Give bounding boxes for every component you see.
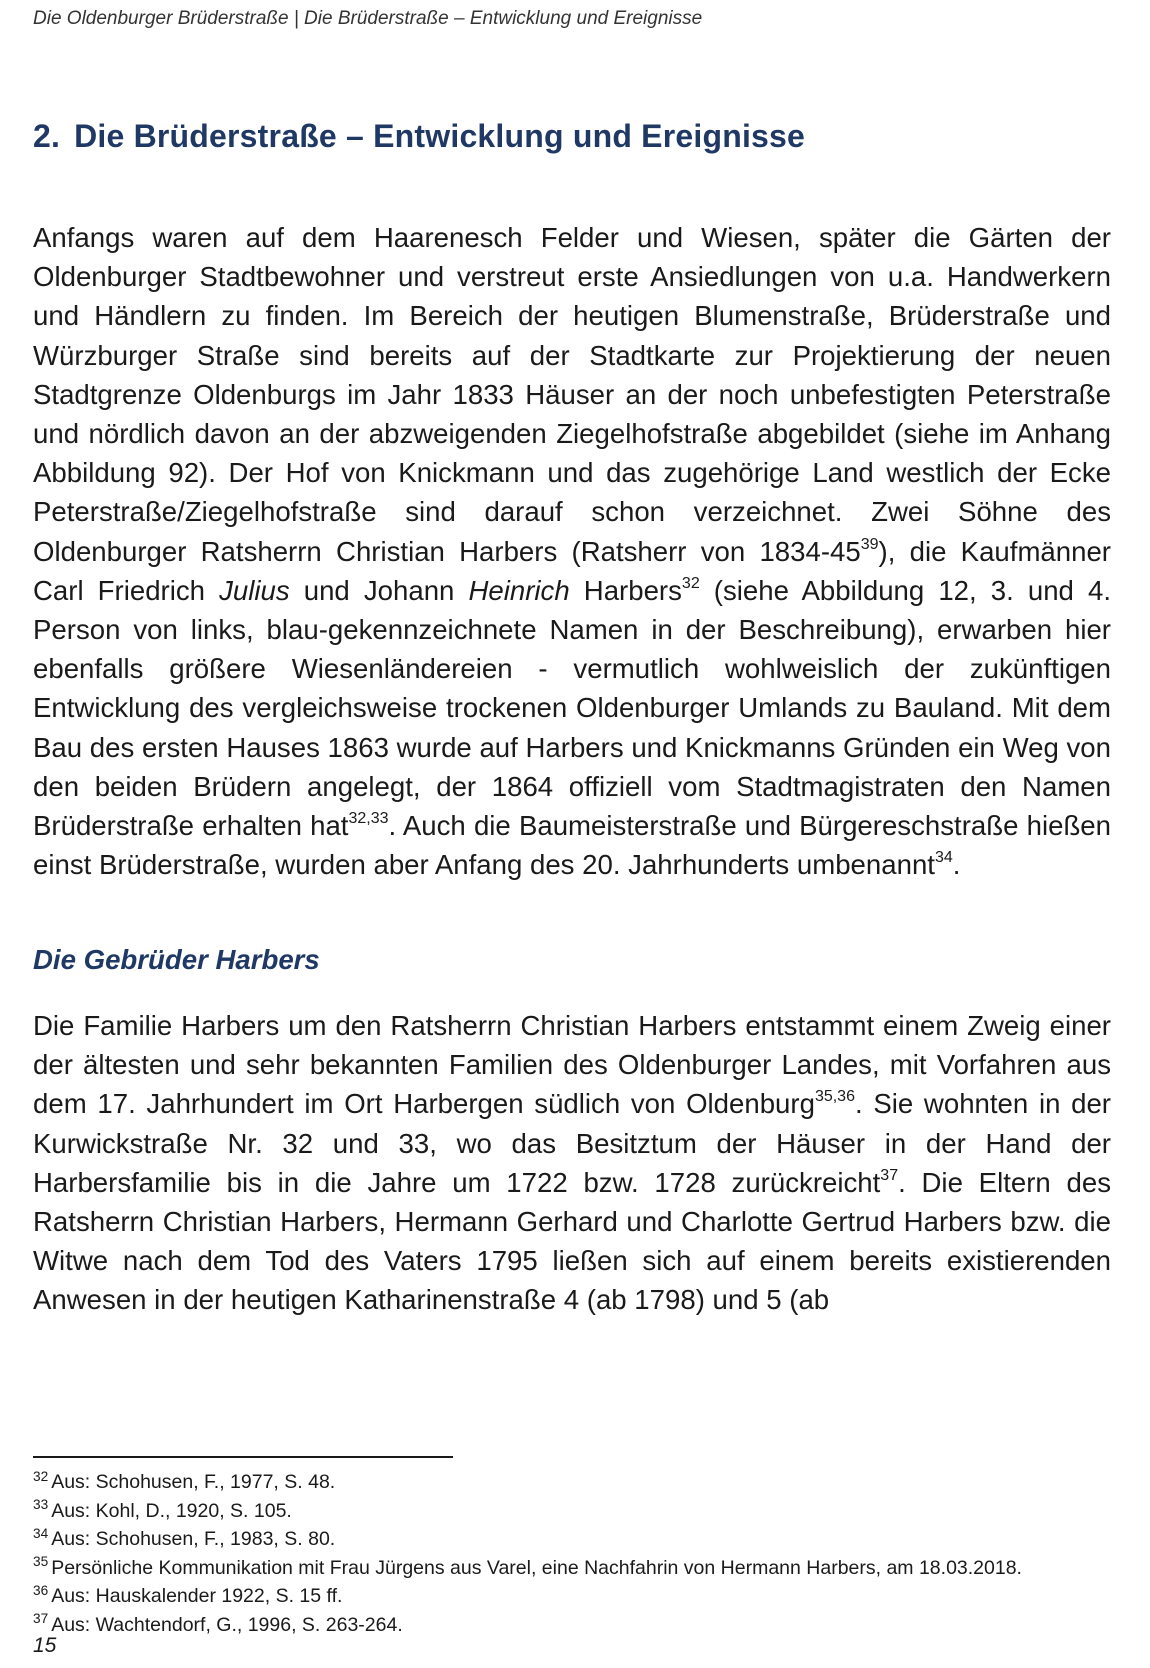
text-run: Harbers: [569, 574, 682, 606]
chapter-title-text: Die Brüderstraße – Entwicklung und Ereignisse: [74, 118, 806, 154]
footnote-number: 33: [33, 1497, 49, 1513]
footnote-item: [33, 1525, 1022, 1554]
footnote-item: [33, 1497, 1022, 1526]
chapter-number: 2.: [33, 118, 61, 154]
text-run: und Johann: [289, 574, 469, 606]
footnote-number: 37: [33, 1611, 49, 1627]
footnote-divider: [33, 1456, 453, 1458]
footnote-text: Aus: Hauskalender 1922, S. 15 ff.: [51, 1585, 343, 1608]
footnote-number: 32: [33, 1468, 49, 1484]
footnote-text: Persönliche Kommunikation mit Frau Jürgens aus Varel, eine Nachfahrin von Hermann Harbers, am 18.03.2018.: [51, 1556, 1022, 1579]
footnote-ref: 32,33: [348, 810, 389, 828]
text-run: . Sie wohnten in der Kurwickstraße Nr. 32 und 33, wo das Besitztum der Häuser in der Hand der Harbersfamilie bis in die Jahre um 1722 bzw. 1728 zurückreicht: [33, 1088, 1111, 1198]
footnote-ref: 35,36: [814, 1088, 855, 1106]
text-run: .: [952, 849, 961, 881]
footnote-text: Aus: Wachtendorf, G., 1996, S. 263-264.: [51, 1613, 403, 1636]
footnote-item: [33, 1611, 1022, 1640]
text-run: Anfangs waren auf dem Haarenesch Felder und Wiesen, später die Gärten der Oldenburger Stadtbewohner und verstreut erste Ansiedlungen von u.a. Handwerkern und Händlern zu finden. Im Bereich der heutigen Blumenstraße, Brüderstraße und Würzburger Straße sind bereits auf der Stadtkarte zur Projektierung der neuen Stadtgrenze Oldenburgs im Jahr 1833 Häuser an der noch unbefestigten Peterstraße und nördlich davon an der abzweigenden Ziegelhofstraße abgebildet (siehe im Anhang Abbildung 92). Der Hof von Knickmann und das zugehörige Land westlich der Ecke Peterstraße/Ziegelhofstraße sind darauf schon verzeichnet. Zwei Söhne des Oldenburger Ratsherrn Christian Harbers (Ratsherr von 1834-45: [33, 222, 1111, 567]
footnote-item: [33, 1554, 1022, 1583]
text-run: ), die Kaufmänner Carl Friedrich: [33, 535, 1111, 606]
footnote-number: 36: [33, 1582, 49, 1598]
footnote-ref: 34: [934, 849, 953, 867]
footnote-number: 34: [33, 1525, 49, 1541]
text-run: (siehe Abbildung 12, 3. und 4. Person von links, blau-gekennzeichnete Namen in der Beschreibung), erwarben hier ebenfalls größere Wiesenländereien - vermutlich wohlweislich der zukünftigen Entwicklung des vergleichsweise trockenen Oldenburger Umlands zu Bauland. Mit dem Bau des ersten Hauses 1863 wurde auf Harbers und Knickmanns Gründen ein Weg von den beiden Brüdern angelegt, der 1864 offiziell vom Stadtmagistraten den Namen Brüderstraße erhalten hat: [33, 574, 1111, 842]
body-paragraph-family: [33, 1006, 1111, 1320]
section-heading: Die Gebrüder Harbers: [33, 944, 320, 975]
footnote-text: Aus: Kohl, D., 1920, S. 105.: [51, 1499, 292, 1522]
footnote-item: [33, 1468, 1022, 1497]
footnote-ref: 37: [880, 1166, 899, 1184]
footnotes-list: [33, 1468, 1022, 1640]
footnote-ref: 39: [860, 535, 879, 553]
emphasis-name: Julius: [219, 574, 290, 606]
page-number: 15: [33, 1634, 57, 1657]
footnote-item: [33, 1582, 1022, 1611]
text-run: . Auch die Baumeisterstraße und Bürgereschstraße hießen einst Brüderstraße, wurden aber Anfang des 20. Jahrhunderts umbenannt: [33, 810, 1111, 881]
footnote-text: Aus: Schohusen, F., 1983, S. 80.: [51, 1528, 336, 1551]
chapter-title: [33, 118, 805, 155]
running-header: Die Oldenburger Brüderstraße | Die Brüderstraße – Entwicklung und Ereignisse: [33, 8, 703, 29]
footnote-text: Aus: Schohusen, F., 1977, S. 48.: [51, 1471, 336, 1493]
text-run: . Die Eltern des Ratsherrn Christian Harbers, Hermann Gerhard und Charlotte Gertrud Harbers bzw. die Witwe nach dem Tod des Vaters 1795 ließen sich auf einem bereits existierenden Anwesen in der heutigen Katharinenstraße 4 (ab 1798) und 5 (ab: [33, 1166, 1111, 1316]
body-paragraph-intro: [33, 218, 1111, 884]
text-run: Die Familie Harbers um den Ratsherrn Christian Harbers entstammt einem Zweig einer der ältesten und sehr bekannten Familien des Oldenburger Landes, mit Vorfahren aus dem 17. Jahrhundert im Ort Harbergen südlich von Oldenburg: [33, 1010, 1111, 1120]
footnote-ref: 32: [681, 574, 700, 592]
emphasis-name: Heinrich: [468, 574, 570, 606]
footnote-number: 35: [33, 1554, 49, 1570]
